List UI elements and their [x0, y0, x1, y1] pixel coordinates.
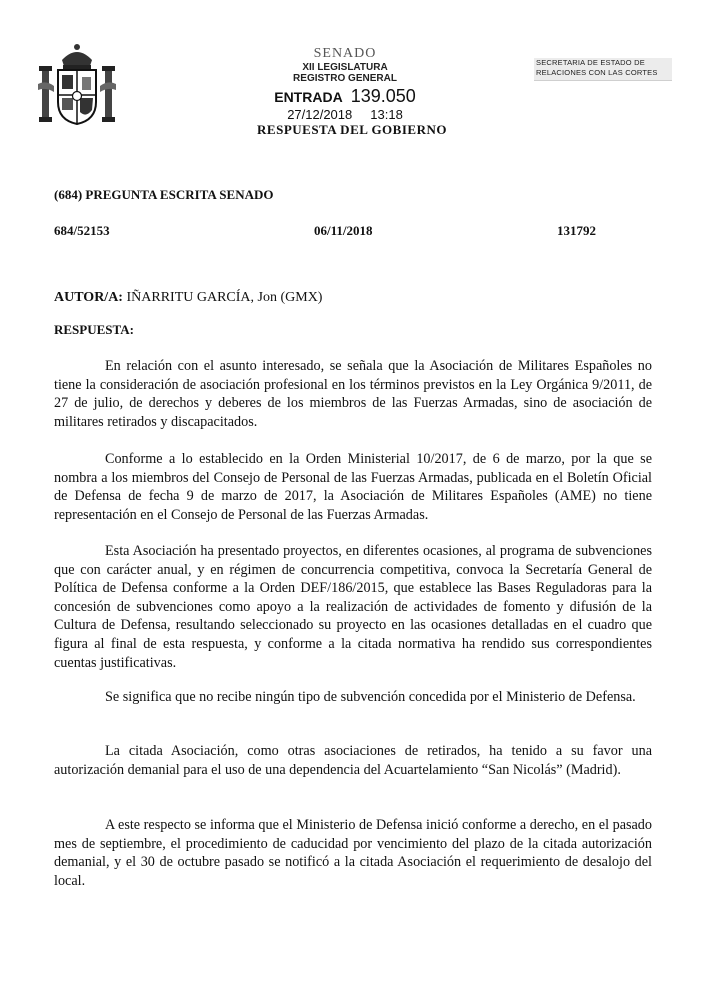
question-reference: 684/52153 — [54, 223, 110, 238]
response-label: RESPUESTA: — [54, 322, 134, 337]
response-paragraph: La citada Asociación, como otras asociaciones de retirados, ha tenido a su favor una autorización demanial para el uso de una dependencia del Acuartelamiento “San Nicolás” (Madrid). — [54, 743, 652, 778]
stamp-entrada-label: ENTRADA — [274, 89, 343, 105]
ministry-line-2: RELACIONES CON LAS CORTES — [536, 68, 658, 77]
stamp-entrada-row — [230, 86, 460, 107]
response-paragraph: Esta Asociación ha presentado proyectos, en diferentes ocasiones, al programa de subvenciones que con carácter anual, y en régimen de concurrencia competitiva, convoca la Secretaría General de Política de Defensa conforme a la Orden DEF/186/2015, que establece las Bases Reguladoras para la concesión de subvenciones como apoyo a la realización de actividades de fomento y difusión de la Cultura de Defensa, resultando seleccionado su proyecto en las ocasiones detalladas en el cuadro que figura al final de esta respuesta, y conforme a la citada normativa ha rendido sus correspondientes cuentas justificativas. — [54, 543, 652, 671]
coat-of-arms-icon — [36, 40, 118, 132]
stamp-entrada-number: 139.050 — [350, 86, 416, 106]
response-paragraph: Conforme a lo establecido en la Orden Ministerial 10/2017, de 6 de marzo, por la que se nombra a los miembros del Consejo de Personal de las Fuerzas Armadas, publicada en el Boletín Oficial de Defensa de fecha 9 de marzo de 2017, la Asociación de Militares Españoles (AME) no tiene representación en el Consejo de Personal de las Fuerzas Armadas. — [54, 451, 652, 523]
question-date: 06/11/2018 — [314, 223, 373, 238]
question-title: (684) PREGUNTA ESCRITA SENADO — [54, 187, 274, 202]
document-title: RESPUESTA DEL GOBIERNO — [257, 122, 447, 137]
stamp-registro: REGISTRO GENERAL — [293, 73, 397, 84]
question-code: 131792 — [557, 223, 596, 238]
ministry-line-1: SECRETARIA DE ESTADO DE — [536, 58, 645, 67]
author-label: AUTOR/A: — [54, 290, 123, 305]
response-paragraph: En relación con el asunto interesado, se señala que la Asociación de Militares Españoles no tiene la consideración de asociación profesional en los términos previstos en la Ley Orgánica 9/2011, de 27 de julio, de derechos y deberes de los miembros de las Fuerzas Armadas, sino de asociación de militares retirados y discapacitados. — [54, 358, 652, 430]
stamp-date: 27/12/2018 — [287, 107, 353, 122]
response-paragraph: Se significa que no recibe ningún tipo de subvención concedida por el Ministerio de Defensa. — [105, 689, 636, 705]
response-paragraph: A este respecto se informa que el Ministerio de Defensa inició conforme a derecho, en el pasado mes de septiembre, el procedimiento de caducidad por vencimiento del plazo de la citada autorización demanial, y el 30 de octubre pasado se notificó a la citada Asociación el requerimiento de desalojo del local. — [54, 817, 652, 889]
stamp-senado: SENADO — [313, 46, 377, 61]
stamp-time: 13:18 — [370, 107, 403, 122]
registration-stamp — [230, 46, 460, 122]
stamp-legislatura: XII LEGISLATURA — [302, 62, 388, 73]
author-name: IÑARRITU GARCÍA, Jon (GMX) — [122, 290, 323, 305]
ministry-label — [534, 58, 672, 81]
stamp-datetime — [230, 107, 460, 122]
author-line — [54, 290, 322, 306]
